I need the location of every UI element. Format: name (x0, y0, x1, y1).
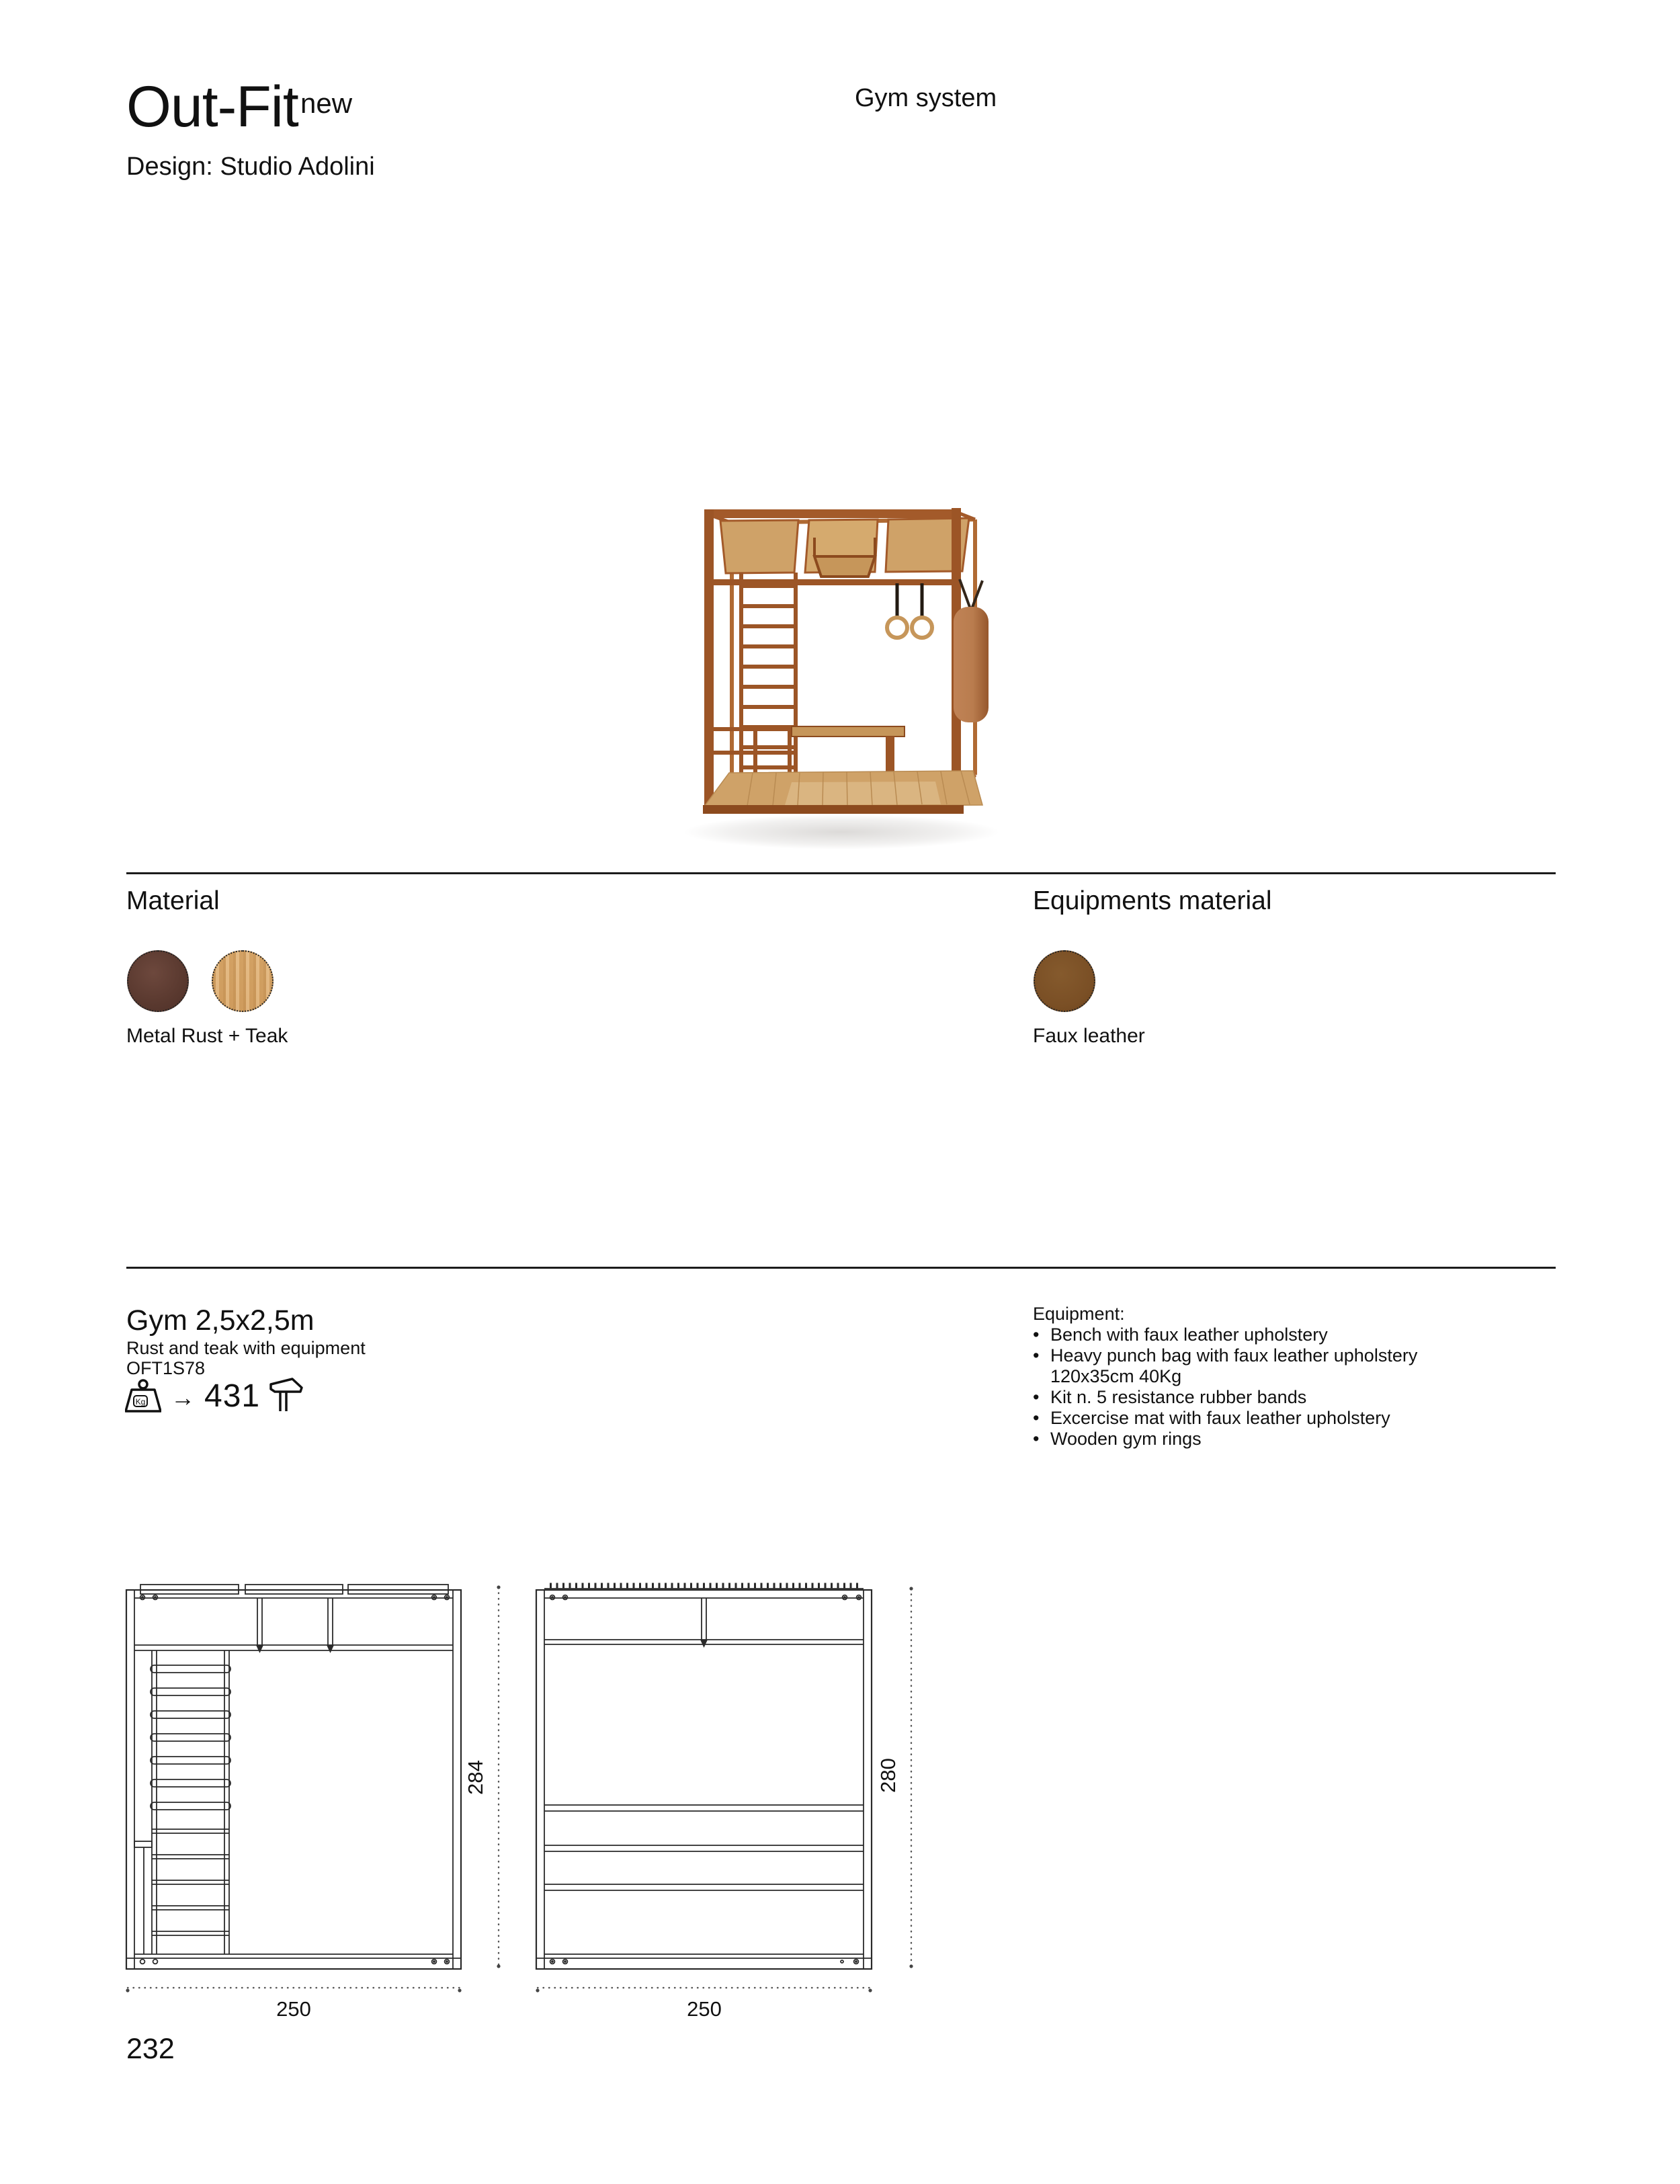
section-divider-1 (126, 872, 1556, 874)
front-left-post (704, 509, 714, 813)
bullet: • (1033, 1408, 1040, 1428)
front-width-dimension: 250 (276, 1997, 311, 2021)
list-item (1033, 1387, 1463, 1408)
dimension-end-dots (126, 1585, 913, 1992)
product-name: Gym 2,5x2,5m (126, 1304, 314, 1337)
list-item-text: Heavy punch bag with faux leather upholstery (1050, 1345, 1418, 1366)
swatch-metal-rust (127, 950, 189, 1012)
wall-ladder (741, 573, 796, 793)
equipments-material-label: Faux leather (1033, 1025, 1145, 1047)
swatch-teak (212, 950, 274, 1012)
product-code: OFT1S78 (126, 1358, 206, 1378)
wood-floor (704, 771, 982, 806)
front-height-dimension: 284 (464, 1760, 487, 1795)
page-number: 232 (126, 2033, 175, 2065)
side-height-dimension: 280 (876, 1758, 900, 1793)
front-view-drawing (126, 1585, 461, 1969)
list-item-continuation: 120x35cm 40Kg (1050, 1366, 1182, 1386)
top-beam (704, 509, 961, 518)
designer-line: Design: Studio Adolini (126, 153, 375, 181)
arrow-icon: → (171, 1384, 195, 1411)
bullet: • (1033, 1429, 1040, 1449)
section-divider-2 (126, 1267, 1556, 1269)
list-item-text: Wooden gym rings (1050, 1429, 1202, 1449)
list-item-text: Kit n. 5 resistance rubber bands (1050, 1387, 1307, 1407)
new-badge: new (300, 87, 353, 119)
hammer-icon (269, 1378, 303, 1413)
screw-icons (550, 1595, 862, 1964)
equipment-list (1033, 1304, 1463, 1450)
side-width-dimension: 250 (687, 1997, 722, 2021)
list-item (1033, 1429, 1463, 1450)
gym-rings (887, 583, 932, 638)
exercise-mat (785, 782, 941, 805)
product-photo (685, 487, 1015, 860)
page-title: Out-Fit (126, 75, 298, 139)
list-item-text: Excercise mat with faux leather upholstery (1050, 1408, 1390, 1428)
technical-drawings (101, 1566, 941, 2029)
cube-shadow (685, 814, 999, 849)
product-spec-row (125, 1378, 303, 1413)
equipment-heading: Equipment: (1033, 1304, 1125, 1324)
bottom-rail (703, 805, 964, 814)
material-heading: Material (126, 886, 220, 915)
list-item-text: Bench with faux leather upholstery (1050, 1325, 1328, 1345)
svg-text:Kg: Kg (135, 1397, 146, 1406)
list-item (1033, 1345, 1463, 1366)
list-item (1033, 1408, 1463, 1429)
weight-icon (125, 1379, 161, 1413)
equipments-material-heading: Equipments material (1033, 886, 1272, 915)
bullet: • (1033, 1345, 1040, 1366)
list-item (1033, 1325, 1463, 1345)
storage-basket (814, 556, 875, 577)
swatch-faux-leather (1034, 950, 1095, 1012)
side-view-drawing (536, 1586, 872, 1969)
category-label: Gym system (855, 84, 997, 112)
material-label: Metal Rust + Teak (126, 1025, 288, 1047)
bullet: • (1033, 1387, 1040, 1407)
bullet: • (1033, 1325, 1040, 1345)
dimension-lines (128, 1587, 911, 1988)
product-finish: Rust and teak with equipment (126, 1338, 366, 1358)
weight-value: 431 (204, 1378, 261, 1414)
